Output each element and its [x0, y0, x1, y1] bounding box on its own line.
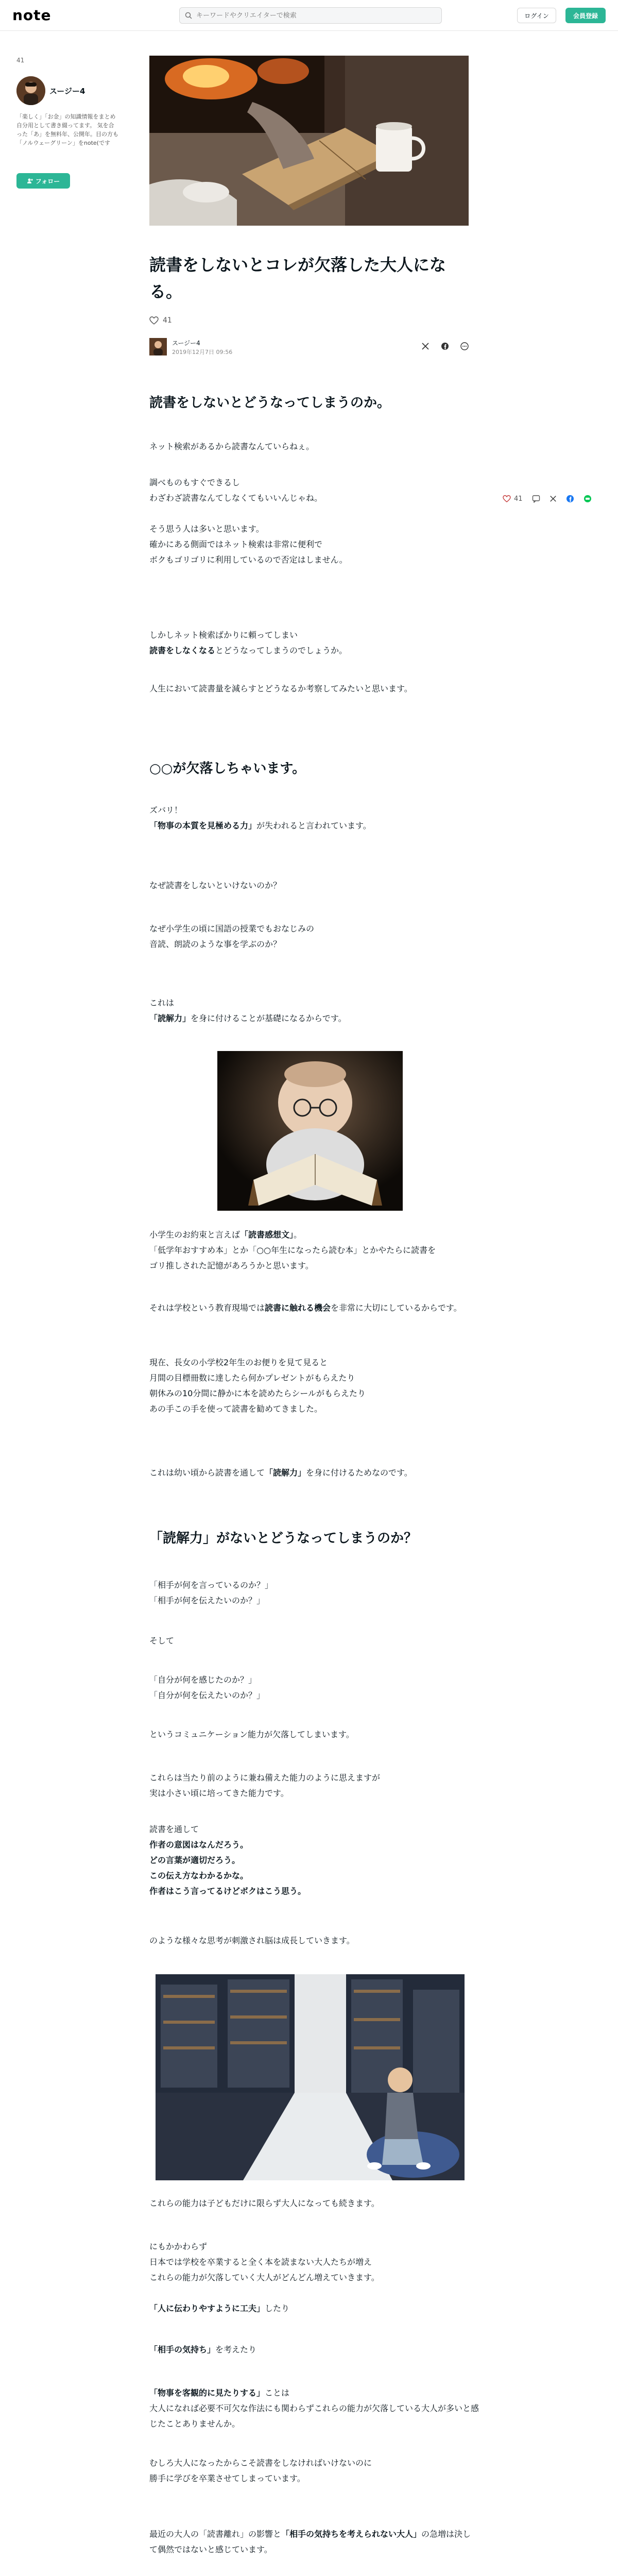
- author-avatar[interactable]: [149, 338, 167, 355]
- heart-icon[interactable]: [503, 495, 511, 502]
- library-child-image: [156, 1974, 465, 2180]
- paragraph: 最近の大人の「読書離れ」の影響と「相手の気持ちを考えられない大人」の急増は決して偶然ではないと感じています。: [149, 2529, 471, 2554]
- paragraph: ネット検索があるから読書なんていらねぇ。: [149, 442, 315, 451]
- paragraph: これらの能力は子どもだけに限らず大人になっても続きます。: [149, 2198, 380, 2208]
- sidebar-label: 41: [16, 57, 25, 64]
- paragraph: むしろ大人になったからこそ読書をしなければいけないのに 勝手に学びを卒業させてしまっています。: [149, 2458, 372, 2483]
- heart-icon[interactable]: [149, 316, 159, 325]
- paragraph: 「人に伝わりやすように工夫」したり: [149, 2303, 290, 2313]
- paragraph: 「物事を客観的に見たりする」ことは 大人になれば必要不可欠な作法にも関わらずこれらの能力が欠落している大人が多いと感じたことありませんか。: [149, 2388, 479, 2429]
- follow-label: フォロー: [35, 177, 60, 185]
- paragraph: 読書を通して 作者の意図はなんだろう。 どの言葉が適切だろう。 この伝え方なわかるかな。 作者はこう言ってるけどボクはこう思う。: [149, 1824, 306, 1896]
- facebook-share-icon[interactable]: [441, 342, 449, 350]
- paragraph: なぜ読書をしないといけないのか？: [149, 880, 282, 890]
- paragraph: ズバリ！ 「物事の本質を見極める力」が失われると言われています。: [149, 805, 371, 831]
- article-likes[interactable]: [149, 316, 172, 325]
- rail-like[interactable]: [503, 495, 523, 503]
- section-heading-3: 「読解力」がないとどうなってしまうのか？: [149, 1531, 418, 1546]
- share-icons: [421, 342, 469, 350]
- x-share-icon[interactable]: [421, 342, 430, 350]
- paragraph: それは学校という教育現場では読書に触れる機会を非常に大切にしているからです。: [149, 1303, 462, 1313]
- paragraph: のような様々な思考が刺激され脳は成長していきます。: [149, 1936, 355, 1945]
- paragraph: これは幼い頃から読書を通して「読解力」を身に付けるためなのです。: [149, 1468, 413, 1478]
- section-heading-2: ○○が欠落しちゃいます。: [149, 761, 306, 776]
- paragraph: しかしネット検索ばかりに頼ってしまい 読書をしなくなるとどうなってしまうのでしょうか。: [149, 630, 348, 655]
- floating-actions: [503, 495, 592, 503]
- x-share-icon[interactable]: [550, 495, 557, 502]
- paragraph: 小学生のお約束と言えば「読書感想文」。 「低学年おすすめ本」とか「○○年生になったら読む本」とかやたらに読書を ゴリ推しされた記憶があろうかと思います。: [149, 1230, 436, 1270]
- paragraph: 人生において読書量を減らすとどうなるか考察してみたいと思います。: [149, 684, 413, 693]
- user-plus-icon: [27, 178, 33, 184]
- sidebar-author-avatar[interactable]: [16, 76, 45, 105]
- paragraph: にもかかわらず 日本では学校を卒業すると全く本を読まない大人たちが増え これらの能力が欠落していく大人がどんどん増えていきます。: [149, 2242, 380, 2282]
- paragraph: 「相手の気持ち」を考えたり: [149, 2345, 257, 2354]
- hero-image: [149, 56, 469, 226]
- author-name[interactable]: スージー4: [172, 340, 200, 347]
- more-options-icon[interactable]: [460, 342, 469, 350]
- paragraph: なぜ小学生の頃に国語の授業でもおなじみの 音読、朗読のような事を学ぶのか？: [149, 924, 315, 949]
- section-heading-1: 読書をしないとどうなってしまうのか。: [149, 395, 391, 411]
- article-author-row: [149, 337, 469, 358]
- paragraph: そして: [149, 1636, 175, 1646]
- paragraph: そう思う人は多いと思います。 確かにある側面ではネット検索は非常に便利で ボクもゴリゴリに利用しているので否定はしません。: [149, 524, 348, 565]
- paragraph: 「自分が何を感じたのか？」 「自分が何を伝えたいのか？」: [149, 1675, 265, 1700]
- sidebar-author-name[interactable]: スージー4: [49, 87, 85, 96]
- search-input[interactable]: [196, 12, 423, 20]
- comment-icon[interactable]: [532, 495, 540, 503]
- publish-date: 2019年12月7日 09:56: [172, 349, 233, 355]
- note-logo[interactable]: [12, 7, 52, 24]
- global-header: [0, 0, 618, 31]
- baby-reading-image: [217, 1051, 403, 1211]
- search-icon: [185, 12, 192, 19]
- article-title: 読書をしないとコレが欠落した大人になる。: [149, 255, 447, 301]
- follow-button[interactable]: [16, 173, 70, 189]
- paragraph: 「相手が何を言っているのか？」 「相手が何を伝えたいのか？」: [149, 1580, 273, 1605]
- signup-button[interactable]: 会員登録: [565, 8, 606, 23]
- logo-text: note: [12, 7, 52, 24]
- login-button[interactable]: ログイン: [517, 8, 556, 23]
- facebook-share-icon[interactable]: [566, 495, 574, 503]
- paragraph: これらは当たり前のように兼ね備えた能力のように思えますが 実は小さい頃に培ってきた能力です。: [149, 1773, 381, 1798]
- likes-count: 41: [163, 316, 172, 325]
- paragraph: というコミュニケーション能力が欠落してしまいます。: [149, 1730, 354, 1739]
- search-box[interactable]: [179, 7, 442, 24]
- paragraph: 調べものもすぐできるし わざわざ読書なんてしなくてもいいんじゃね。: [149, 478, 323, 503]
- paragraph: 現在、長女の小学校2年生のお便りを見て見ると 月間の目標冊数に達したら何かプレゼントがもらえたり 朝休みの10分間に静かに本を読めたらシールがもらえたり あの手この手を使って読書を勧めてきました。: [149, 1358, 366, 1414]
- rail-likes-count: 41: [514, 495, 523, 503]
- line-share-icon[interactable]: [583, 495, 592, 503]
- paragraph: これは 「読解力」を身に付けることが基礎になるからです。: [149, 998, 347, 1023]
- sidebar-author-bio: 「楽しく」「お金」の知識情報をまとめ自分用として書き綴ってます。 気を合った「あ」を無料年、公開年。目の方も「ノルウェーグリーン」をnote(です: [16, 113, 118, 146]
